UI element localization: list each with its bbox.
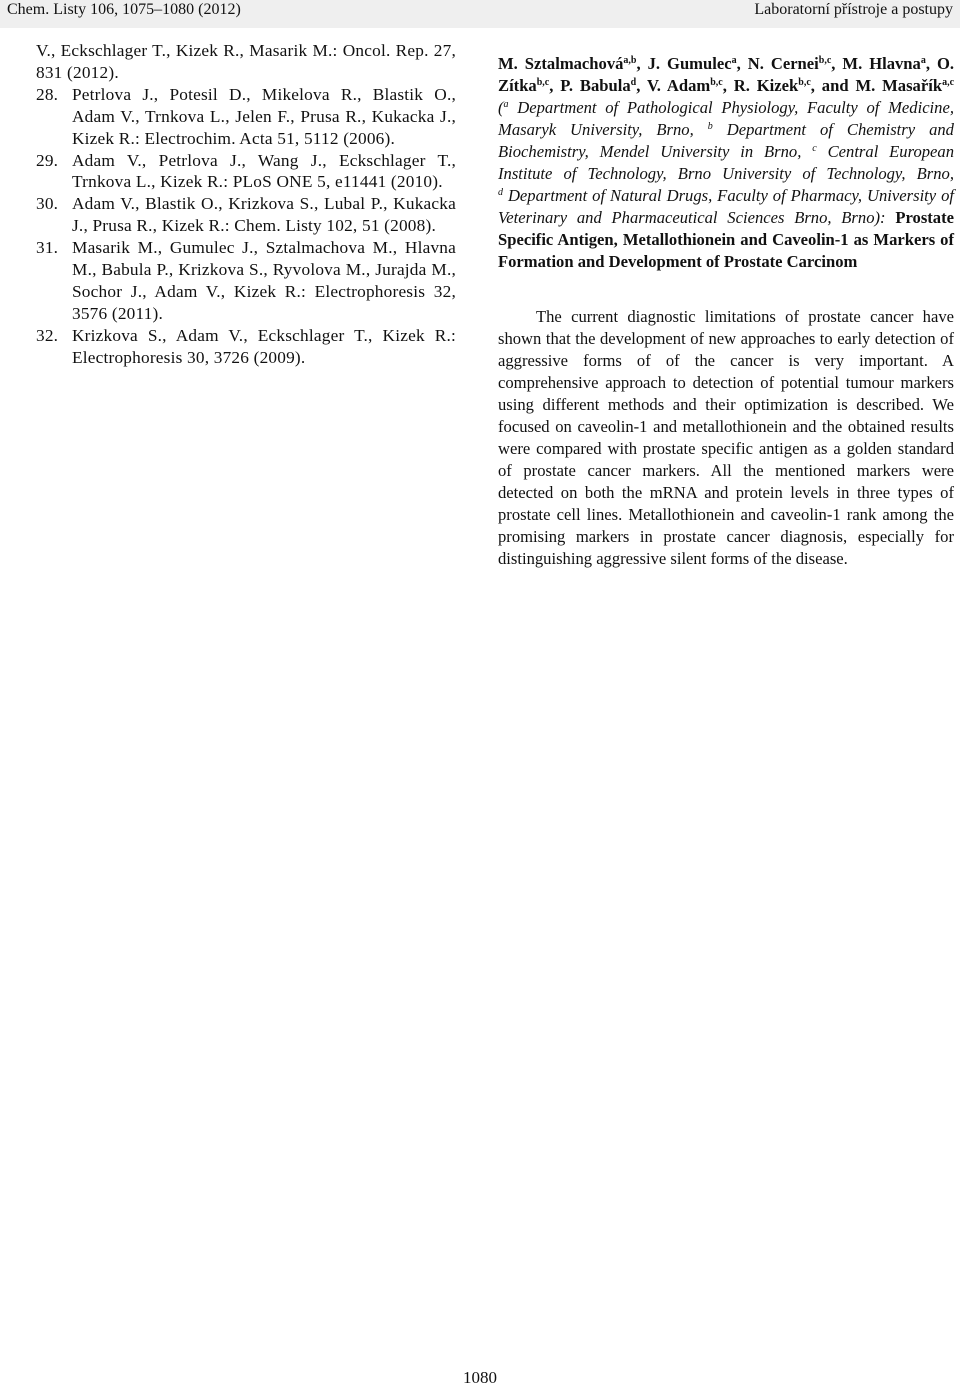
abstract-body: The current diagnostic limitations of prostate cancer have shown that the development of new approaches to early detection of aggressive forms of of the cancer is very important. A comprehensive approach to detection of potential tumour markers using different methods and their optimization is described. We focused on caveolin-1 and metallothionein and the obtained results were compared with prostate specific antigen as a golden standard of prostate cancer markers. All the mentioned markers were detected on both the mRNA and protein levels in three types of prostate cell lines. Metallothionein and caveolin-1 rank among the promising markers in prostate cancer diagnosis, especially for distinguishing aggressive silent forms of the disease. [498,307,954,568]
reference-item [36,325,456,369]
abstract [498,53,954,570]
author: P. Babula [560,76,631,95]
reference-number: 31. [36,238,59,258]
journal-citation: Chem. Listy 106, 1075–1080 (2012) [7,1,241,18]
author: N. Cernei [747,54,819,73]
reference-text: Adam V., Blastik O., Krizkova S., Lubal P., Kukacka J., Prusa R., Kizek R.: Chem. Listy 102, 51 (2008). [72,194,456,236]
author: J. Gumulec [647,54,732,73]
author-list: M. Sztalmachová$^{a,b}$, J. Gumulec$^a$, N. Cernei$^{b,c}$, M. Hlavna$^a$, O. Zítka$^{b,c}$, P. Babula$^d$, V. Adam$^{b,c}$, R. Kizek$^{b,c}$, and M. Masařík$^{a,c}$ [498,54,955,95]
author-affiliation-mark: a [920,55,926,66]
reference-text: Masarik M., Gumulec J., Sztalmachova M., Hlavna M., Babula P., Krizkova S., Ryvolova M., Jurajda M., Sochor J., Adam V., Kizek R.: Electrophoresis 32, 3576 (2011). [72,238,456,323]
affiliation: Department of Pathological Physiology, Faculty of Medicine, Masaryk University, Brno, [498,98,954,139]
reference-text: Adam V., Petrlova J., Wang J., Eckschlager T., Trnkova L., Kizek R.: PLoS ONE 5, e11441 (2010). [72,150,456,192]
author-affiliation-mark: a [731,55,737,66]
author-affiliation-mark: b,c [818,55,832,66]
author-affiliation-mark: a,b [623,55,637,66]
author-affiliation-mark: b,c [798,77,811,88]
affiliation-mark: a [503,99,509,110]
reference-item [36,237,456,325]
affiliation-mark: b [707,121,713,132]
reference-number: 28. [36,84,59,104]
author-affiliation-mark: d [630,77,637,88]
reference-item [36,150,456,194]
reference-text: Krizkova S., Adam V., Eckschlager T., Kizek R.: Electrophoresis 30, 3726 (2009). [72,325,456,367]
reference-item [36,193,456,237]
reference-text: Petrlova J., Potesil D., Mikelova R., Blastik O., Adam V., Trnkova L., Jelen F., Prusa R., Kukacka J., Kizek R.: Electrochim. Acta 51, 5112 (2006). [72,84,456,148]
abstract-heading [498,53,954,273]
reference-number: 29. [36,150,59,170]
page-number: 1080 [463,1368,497,1387]
author-affiliation-mark: b,c [710,77,723,88]
reference-number: 32. [36,325,59,345]
reference-text: V., Eckschlager T., Kizek R., Masarik M.: Oncol. Rep. 27, 831 (2012). [36,41,456,82]
reference-list [36,40,456,369]
author-affiliation-mark: a,c [942,77,955,88]
affiliation-mark: c [812,143,817,154]
reference-item [36,84,456,150]
section-title: Laboratorní přístroje a postupy [754,1,953,18]
running-header [0,0,960,28]
author: R. Kizek [733,76,799,95]
affiliation: Department of Chemistry and Biochemistry, Mendel University in Brno, [498,120,954,161]
affiliation: Central European Institute of Technology, Brno University of Technology, Brno, [498,142,954,183]
affiliations: ($^a$ Department of Pathological Physiology, Faculty of Medicine, Masaryk University, Brno, $^b$ Department of Chemistry and Biochemistry, Mendel University in Brno, $^c$ Central European Institute of Technology, Brno University of Technology, Brno, $^d$ Department of Natural Drugs, Faculty of Pharmacy, University of Veterinary and Pharmaceutical Sciences Brno, Brno): [498,98,954,227]
author: M. Sztalmachová [498,54,624,73]
author-conjunction: and [821,76,849,95]
reference-number: 30. [36,194,59,214]
author: V. Adam [646,76,711,95]
author: O. Zítka [498,54,955,95]
abstract-title: Prostate Specific Antigen, Metallothionein and Caveolin-1 as Markers of Formation and Development of Prostate Carcinom [498,208,954,271]
author: M. Hlavna [842,54,921,73]
affiliation: Department of Natural Drugs, Faculty of Pharmacy, University of Veterinary and Pharmaceutical Sciences Brno, Brno): [498,186,954,227]
author-affiliation-mark: b,c [536,77,550,88]
reference-item [36,40,456,84]
author: M. Masařík [855,76,943,95]
affiliation-mark: d [498,187,503,198]
